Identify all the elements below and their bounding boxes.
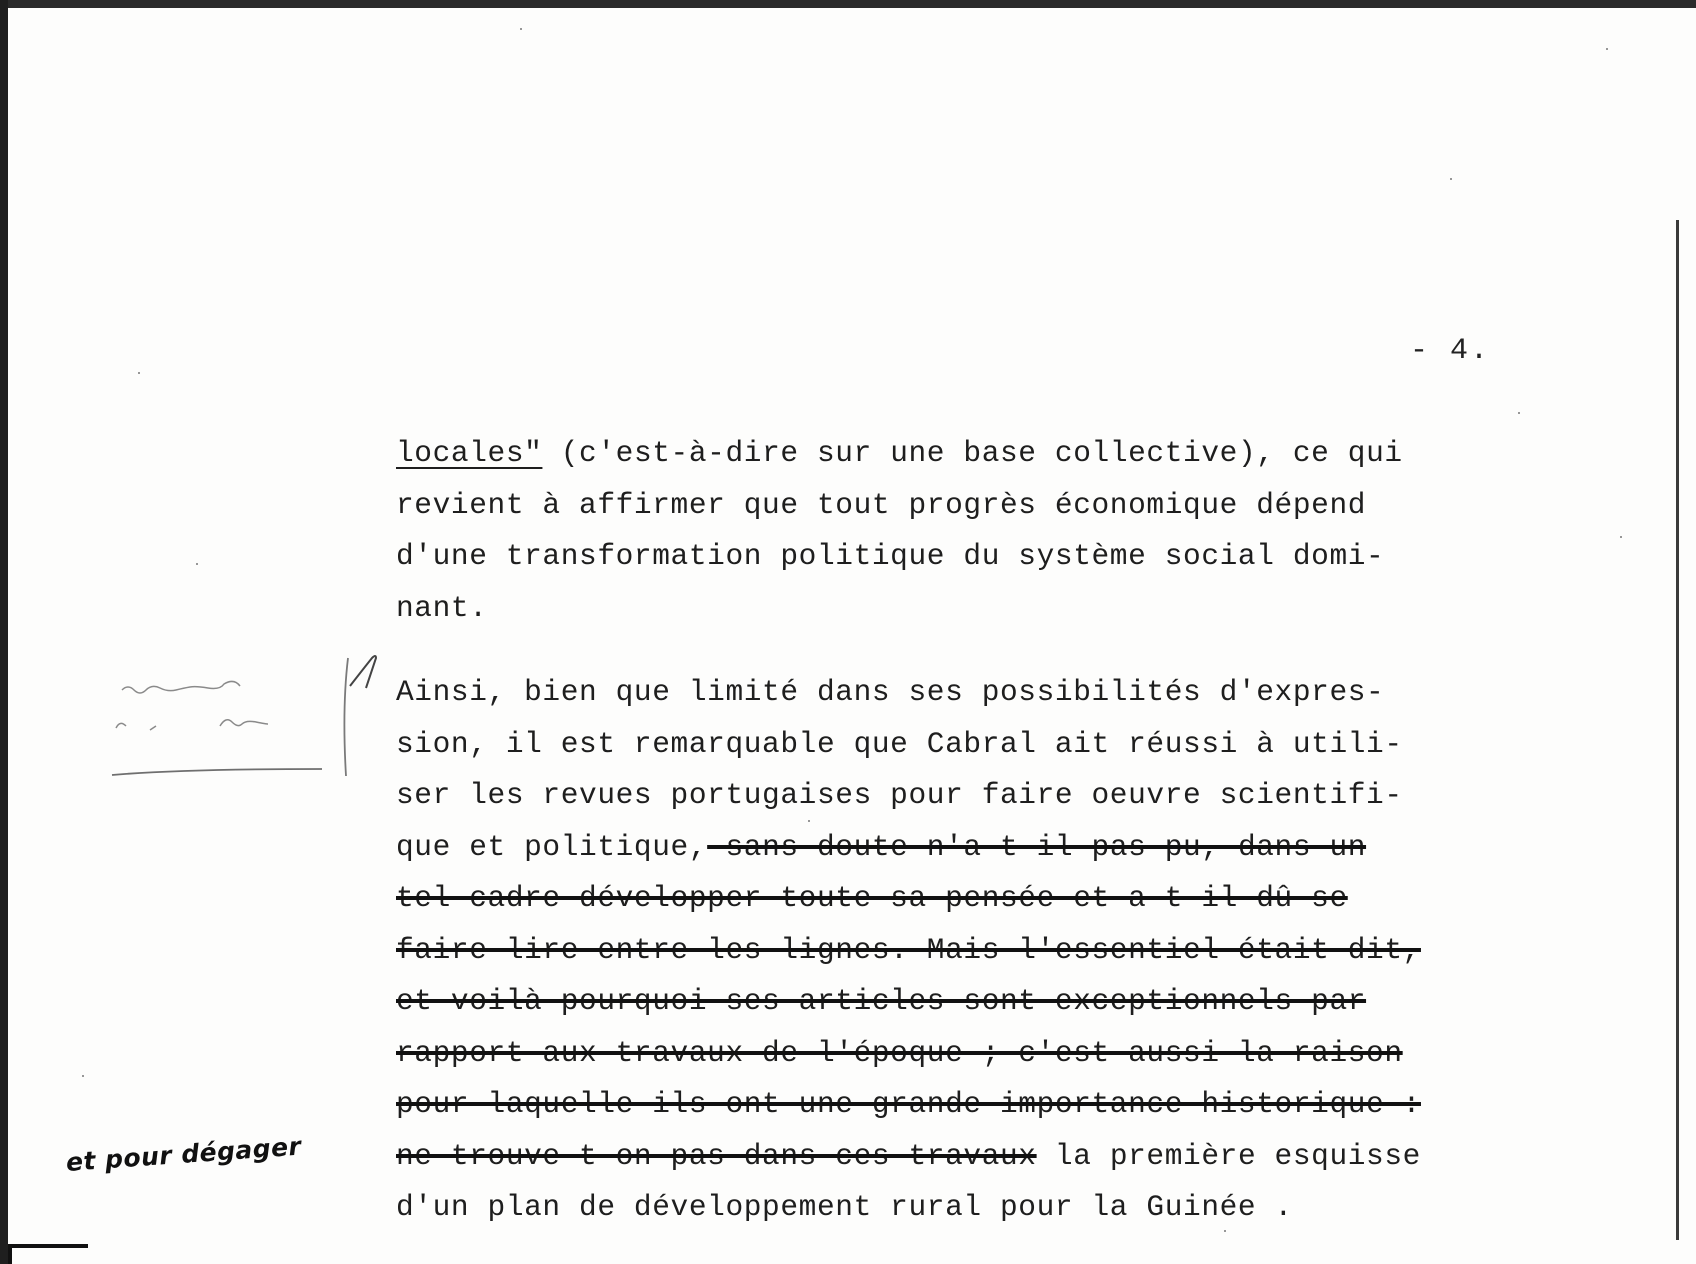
text-line: Ainsi, bien que limité dans ses possibilités d'expres- <box>396 675 1385 709</box>
text-line <box>396 1028 1566 1080</box>
struck-text: tel cadre développer toute sa pensée et a t il dû se <box>396 881 1348 915</box>
text-line: d'un plan de développement rural pour la Guinée . <box>396 1190 1293 1224</box>
text-fragment: la première esquisse <box>1036 1138 1421 1173</box>
underlined-word: locales" <box>396 436 543 470</box>
text-line <box>396 873 1566 925</box>
struck-text: faire lire entre les lignes. Mais l'essentiel était dit, <box>396 932 1421 967</box>
struck-text: sans doute n'a t il pas pu, dans un <box>707 829 1367 864</box>
page-number: - 4. <box>1410 334 1491 368</box>
scan-speck <box>82 1075 84 1077</box>
scan-edge-top <box>0 0 1696 8</box>
text-line: sion, il est remarquable que Cabral ait réussi à utili- <box>396 726 1403 761</box>
paragraph-gap <box>396 634 1566 667</box>
text-line <box>396 428 1566 480</box>
struck-text: ne trouve t on pas dans ces travaux <box>396 1138 1037 1173</box>
text-line <box>396 822 1566 874</box>
text-line: revient à affirmer que tout progrès économique dépend <box>396 487 1367 522</box>
scan-speck <box>196 563 198 565</box>
scan-speck <box>1518 412 1520 414</box>
scan-corner-mark-vertical <box>8 1244 12 1264</box>
typed-text-body <box>396 428 1566 1234</box>
text-fragment: (c'est-à-dire sur une base collective), ce qui <box>542 436 1403 470</box>
struck-text: rapport aux travaux de l'époque ; c'est aussi la raison <box>396 1035 1403 1070</box>
text-line: nant. <box>396 590 488 625</box>
handwritten-insert: et pour dégager <box>64 1131 303 1177</box>
scan-speck <box>1620 536 1622 538</box>
scan-edge-left <box>0 0 8 1264</box>
text-line <box>396 1079 1566 1131</box>
text-line: ser les revues portugaises pour faire oeuvre scientifi- <box>396 778 1403 812</box>
struck-text: et voilà pourquoi ses articles sont exceptionnels par <box>396 984 1367 1018</box>
text-line <box>396 976 1566 1028</box>
text-line: d'une transformation politique du système social domi- <box>396 539 1385 573</box>
scan-speck <box>1450 178 1452 180</box>
pencil-margin-annotation <box>110 650 380 790</box>
text-fragment: que et politique, <box>396 829 708 864</box>
struck-text: pour laquelle ils ont une grande importance historique : <box>396 1087 1421 1121</box>
scan-speck <box>138 372 140 374</box>
text-line <box>396 1131 1566 1183</box>
text-line <box>396 925 1566 977</box>
scan-speck <box>1606 48 1608 50</box>
scan-edge-right <box>1676 220 1679 1240</box>
scan-speck <box>520 28 522 30</box>
scan-corner-mark <box>8 1244 88 1248</box>
